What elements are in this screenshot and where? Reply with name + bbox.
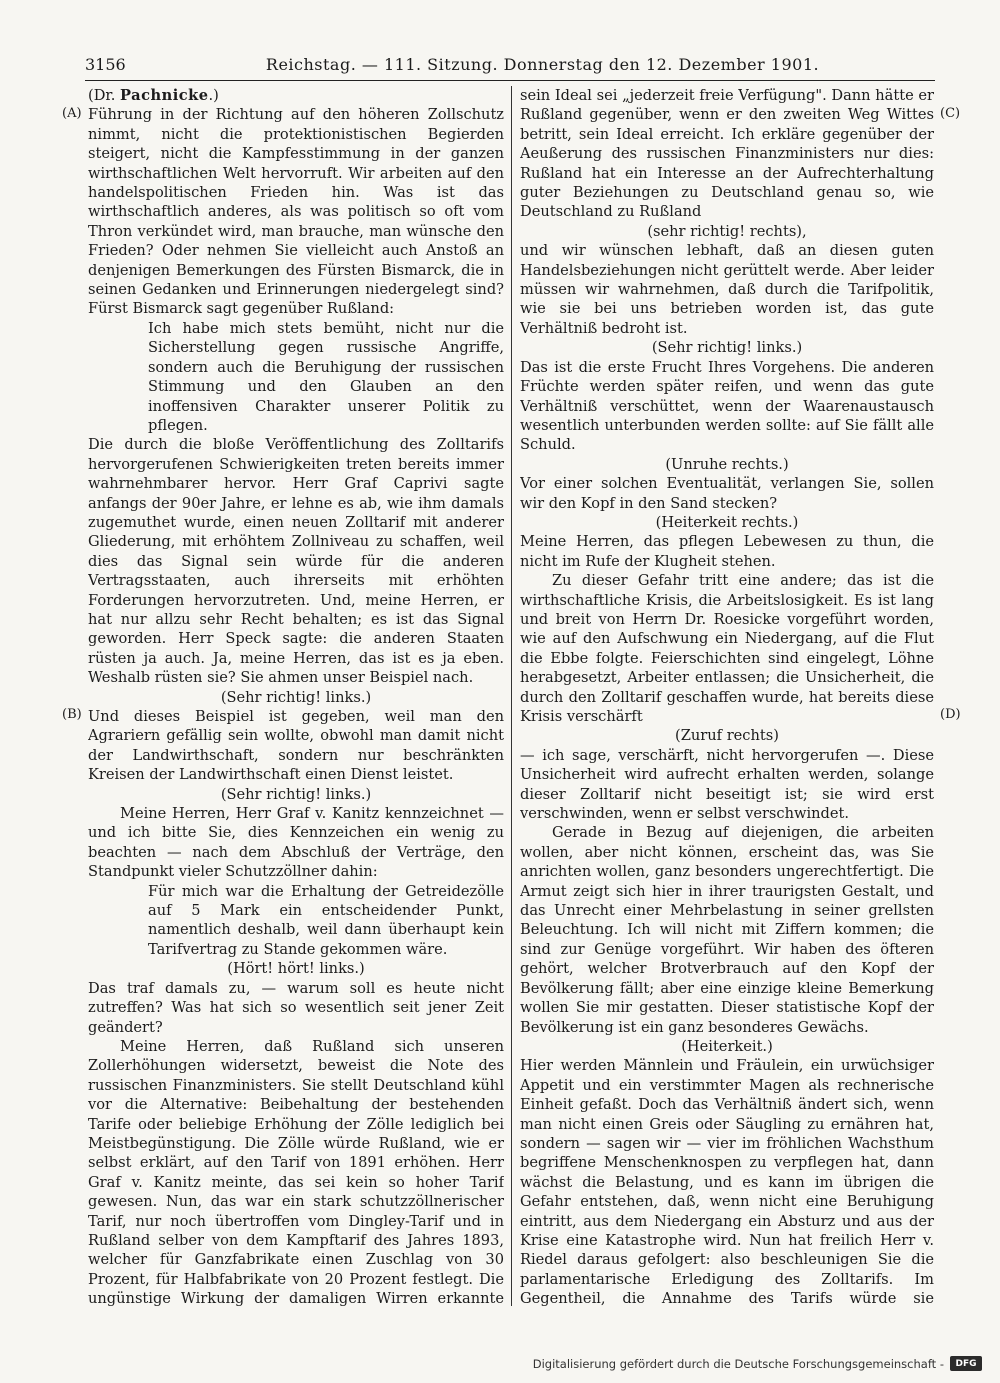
interjection: (Unruhe rechts.)	[665, 455, 789, 473]
speaker-suffix: .)	[208, 87, 219, 104]
interjection: (Hört! hört! links.)	[227, 960, 365, 978]
margin-mark-c: (C)	[940, 106, 961, 121]
interjection: (Sehr richtig! links.)	[220, 688, 372, 706]
margin-mark-b: (B)	[62, 707, 82, 722]
header-rule	[85, 80, 935, 81]
paragraph: Die durch die bloße Veröffentlichung des Zolltarifs hervorgerufenen Schwierigkeiten treten bereits immer wahrnehmbarer hervor. Herr Graf Caprivi sagte anfangs der 90er Jahre, er lehne es ab, wie ihm damals zugemuthet wurde, einen neuen Zolltarif mit anderer Gliederung, mit erhöhtem Zollniveau zu schaffen, weil dies das Signal sein würde für die anderen Vertragsstaaten, auch ihrerseits mit erhöhten Forderungen hervorzutreten. Und, meine Herren, er hat nur allzu sehr Recht behalten; es ist das Signal geworden. Herr Speck sagte: die anderen Staaten rüsten ja auch. Ja, meine Herren, das ist es ja eben. Weshalb rüsten sie? Sie ahmen unser Beispiel nach.	[88, 436, 504, 687]
paragraph: Gerade in Bezug auf diejenigen, die arbeiten wollen, aber nicht können, erscheint das, was Sie anrichten wollen, ganz besonders ungerechtfertigt. Die Armut zeigt sich hier in ihrer traurigsten Gestalt, und das Unrecht einer Mehrbelastung in seiner grellsten Beleuchtung. Ich will nicht mit Ziffern kommen; die sind zur Genüge vorgeführt. Wir haben des öfteren gehört, welcher Brotverbrauch auf den Kopf der Bevölkerung fällt; aber eine einzige kleine Bemerkung wollen Sie mir gestatten. Dieser statistische Kopf der Bevölkerung ist ein ganz besonderes Gewächs.	[520, 824, 934, 1036]
right-column	[520, 86, 934, 1306]
margin-mark-d: (D)	[940, 707, 961, 722]
footer-text: Digitalisierung gefördert durch die Deutsche Forschungsgemeinschaft -	[532, 1356, 944, 1371]
interjection: (Sehr richtig! links.)	[220, 785, 372, 803]
left-column	[88, 86, 504, 1306]
digitization-footer	[533, 1356, 982, 1371]
paragraph: — ich sage, verschärft, nicht hervorgerufen —. Diese Unsicherheit wird aufrecht erhalten werden, solange dieser Zolltarif nicht beseitigt ist; sie wird erst verschwinden, wenn er selbst verschwindet.	[520, 746, 934, 823]
speaker-prefix: (Dr.	[88, 87, 121, 104]
quotation: Ich habe mich stets bemüht, nicht nur die Sicherstellung gegen russische Angriffe, sondern auch die Beruhigung der russischen Stimmung und den Glauben an den inoffensiven Charakter unserer Politik zu pflegen.	[148, 319, 504, 434]
paragraph: Meine Herren, daß Rußland sich unseren Zollerhöhungen widersetzt, beweist die Note des russischen Finanzministers. Sie stellt Deutschland kühl vor die Alternative: Beibehaltung der bestehenden Tarife oder beliebige Erhöhung der Zölle lediglich bei Meistbegünstigung. Die Zölle würde Rußland, wie er selbst erklärt, auf den Tarif von 1891 erhöhen. Herr Graf v. Kanitz meinte, das sei kein so hoher Tarif gewesen. Nun, das war ein stark schutzzöllnerischer Tarif, nur noch übertroffen vom Dingley-Tarif und in Rußland selber von dem Kampftarif des Jahres 1893, welcher für Ganzfabrikate einen Zuschlag von 30 Prozent, für Halbfabrikate von 20 Prozent festlegt. Die ungünstige Wirkung der damaligen Wirren erkannte	[88, 1037, 504, 1306]
paragraph: Zu dieser Gefahr tritt eine andere; das ist die wirthschaftliche Krisis, die Arbeitslosigkeit. Es ist lang und breit von Herrn Dr. Roesicke vorgeführt worden, wie auf den Aufschwung ein Niedergang, auf die Flut die Ebbe folgte. Feierschichten sind eingelegt, Löhne herabgesetzt, Arbeiter entlassen; die Unsicherheit, die durch den Zolltarif geschaffen wurde, hat bereits diese Krisis verschärft	[520, 572, 934, 725]
running-title: Reichstag. — 111. Sitzung. Donnerstag den 12. Dezember 1901.	[265, 55, 820, 74]
margin-mark-a: (A)	[62, 106, 82, 121]
column-divider	[511, 86, 512, 1306]
page-number: 3156	[85, 55, 126, 74]
quotation: Für mich war die Erhaltung der Getreidezölle auf 5 Mark ein entscheidender Punkt, namentlich deshalb, weil dann überhaupt kein Tarifvertrag zu Stande gekommen wäre.	[148, 882, 504, 958]
interjection: (Zuruf rechts)	[675, 727, 779, 745]
dfg-logo-icon: DFG	[950, 1356, 982, 1371]
paragraph: sein Ideal sei „jederzeit freie Verfügung". Dann hätte er Rußland gegenüber, wenn er den zweiten Weg Wittes betritt, sein Ideal erreicht. Ich erkläre gegenüber der Aeußerung des russischen Finanzministers nur dies: Rußland hat ein Interesse an der Aufrechterhaltung guter Beziehungen zu Deutschland genau so, wie Deutschland zu Rußland	[520, 87, 934, 221]
interjection: (Heiterkeit rechts.)	[655, 513, 799, 531]
paragraph: Das ist die erste Frucht Ihres Vorgehens. Die anderen Früchte werden später reifen, und wenn das gute Verhältniß verschüttet, wenn der Waarenaustausch wesentlich unterbunden werden sollte: auf Sie fällt alle Schuld.	[520, 358, 934, 454]
interjection: (sehr richtig! rechts),	[647, 222, 807, 240]
paragraph: Meine Herren, das pflegen Lebewesen zu thun, die nicht im Rufe der Klugheit stehen.	[520, 533, 934, 570]
page-header	[85, 55, 930, 75]
paragraph: Und dieses Beispiel ist gegeben, weil man den Agrariern gefällig sein wollte, obwohl man damit nicht der Landwirthschaft, sondern nur beschränkten Kreisen der Landwirthschaft einen Dienst leistet.	[88, 708, 504, 784]
paragraph: Das traf damals zu, — warum soll es heute nicht zutreffen? Was hat sich so wesentlich seit jener Zeit geändert?	[88, 979, 504, 1036]
paragraph: Meine Herren, Herr Graf v. Kanitz kennzeichnet — und ich bitte Sie, dies Kennzeichen ein wenig zu beachten — nach dem Abschluß der Verträge, den Standpunkt vieler Schutzzöllner dahin:	[88, 805, 504, 881]
speaker-line	[88, 86, 504, 105]
paragraph: und wir wünschen lebhaft, daß an diesen guten Handelsbeziehungen nicht gerüttelt werde. Aber leider müssen wir wahrnehmen, daß durch die Tarifpolitik, wie sie bei uns betrieben worden ist, das gute Verhältniß bedroht ist.	[520, 242, 934, 337]
paragraph: Vor einer solchen Eventualität, verlangen Sie, sollen wir den Kopf in den Sand stecken?	[520, 475, 934, 512]
paragraph: Führung in der Richtung auf den höheren Zollschutz nimmt, nicht die protektionistischen Begierden steigert, nicht die Kampfesstimmung in der ganzen wirthschaftlichen Welt hervorruft. Wir arbeiten auf den handelspolitischen Frieden hin. Was ist das wirthschaftlich anderes, als was politisch so oft vom Thron verkündet wird, man brauche, man wünsche den Frieden? Oder nehmen Sie vielleicht auch Anstoß an denjenigen Bemerkungen des Fürsten Bismarck, die in seinen Gedanken und Erinnerungen niedergelegt sind? Fürst Bismarck sagt gegenüber Rußland:	[88, 106, 504, 318]
paragraph: Hier werden Männlein und Fräulein, ein urwüchsiger Appetit und ein verstimmter Magen als rechnerische Einheit gefaßt. Doch das Verhältniß ändert sich, wenn man nicht einen Greis oder Säugling zu ernähren hat, sondern — sagen wir — vier im fröhlichen Wachsthum begriffene Menschenknospen zu verpflegen hat, dann wächst die Belastung, und es kann im übrigen die Gefahr entstehen, daß, wenn nicht eine Beruhigung eintritt, aus dem Niedergang ein Absturz und aus der Krise eine Katastrophe wird. Nun hat freilich Herr v. Riedel daraus gefolgert: also beschleunigen Sie die parlamentarische Erledigung des Zolltarifs. Im Gegentheil, die Annahme des Tarifs würde sie	[520, 1057, 934, 1306]
speaker-name: Pachnicke	[120, 87, 209, 104]
interjection: (Sehr richtig! links.)	[651, 339, 803, 357]
interjection: (Heiterkeit.)	[681, 1037, 773, 1055]
